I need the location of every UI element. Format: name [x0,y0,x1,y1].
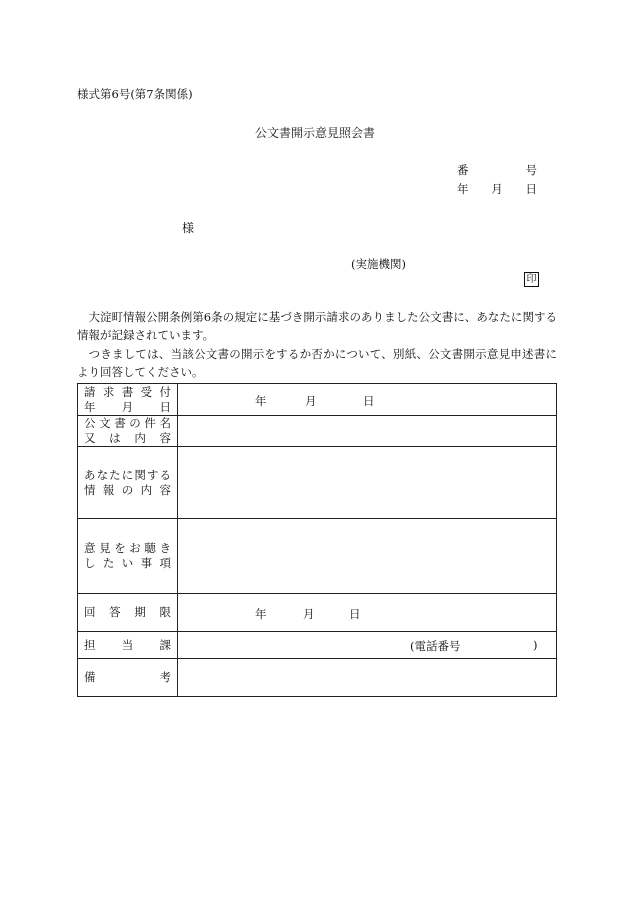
label-char: を [114,541,126,555]
label-char: 日 [159,399,171,414]
label-char: き [159,541,171,555]
label-char: に [121,467,134,482]
label-line [84,431,171,446]
label-char: 求 [102,384,115,399]
label-char: た [102,556,115,570]
label-line [84,483,171,498]
inquiry-table [77,383,557,697]
receipt-month: 月 [305,394,317,408]
label-line [84,541,171,556]
receipt-date-cell[interactable] [178,384,557,416]
label-char: の [129,416,141,430]
date-month: 月 [491,182,503,196]
remarks-cell[interactable] [178,659,557,697]
document-title: 公文書開示意見照会書 [254,126,375,140]
label-char: 公 [84,416,96,430]
label-char: 報 [102,482,115,497]
label-line [84,605,171,620]
label-char: 答 [109,605,121,619]
deadline-month: 月 [303,607,315,621]
label-char: お [129,541,141,555]
label-char: い [121,556,134,570]
label-char: あ [84,467,96,482]
addressee-suffix: 様 [182,221,195,235]
number-go: 号 [525,163,537,177]
seal-mark: 印 [524,272,539,287]
label-char: の [121,482,134,497]
label-char: 年 [84,399,96,414]
table-row [78,659,557,697]
table-row [78,632,557,659]
paragraph-2: つきましては、当該公文書の開示をするか否かについて、別紙、公文書開示意見申述書により回答してください。 [77,347,557,379]
deadline-cell[interactable] [178,594,557,632]
label-char: 書 [121,384,134,399]
phone-open: (電話番号 [410,639,461,653]
row-label-dept [78,632,178,659]
label-char: 件 [144,416,156,430]
paragraph-1: 大淀町情報公開条例第6条の規定に基づき開示請求のありました公文書に、あなたに関する情報が記録されています。 [77,310,557,342]
label-line [84,670,171,685]
row-label-deadline [78,594,178,632]
label-char: 課 [159,637,171,652]
table-row [78,447,557,519]
label-char: る [159,467,171,482]
opinion-cell[interactable] [178,519,557,594]
label-char: 意 [84,541,96,555]
label-char: 付 [159,384,171,399]
label-char: 容 [159,482,171,497]
label-char: 受 [140,384,153,399]
row-label-subject [78,416,178,447]
label-char: 月 [121,399,134,414]
table-row [78,519,557,594]
phone-close: ) [533,638,538,652]
receipt-date [255,393,375,409]
label-char: な [96,467,109,482]
organization-label: (実施機関) [351,257,406,271]
info-cell[interactable] [178,447,557,519]
label-char: 考 [159,670,171,684]
label-char: 聴 [144,541,156,555]
label-char: 情 [84,482,96,497]
date-line [457,181,537,197]
subject-cell[interactable] [178,416,557,447]
table-row [78,384,557,416]
label-char: 期 [134,605,146,619]
number-line [457,162,537,178]
table-row [78,416,557,447]
row-label-receipt [78,384,178,416]
label-char: 内 [140,482,153,497]
label-char: 項 [159,556,171,570]
label-char: す [146,467,159,482]
label-char: 担 [84,637,96,652]
label-line [84,468,171,483]
form-id: 様式第6号(第7条関係) [77,87,193,101]
row-label-remarks [78,659,178,697]
label-line [84,416,171,431]
label-char: た [109,467,121,482]
label-char: 請 [84,384,96,399]
label-char: 回 [84,605,96,619]
label-char: 又 [84,431,96,445]
label-char: 文 [99,416,111,430]
label-line [84,638,171,653]
label-char: 名 [159,416,171,430]
label-char: 事 [140,556,153,570]
deadline-date [255,606,361,622]
label-char: し [84,556,96,570]
number-ban: 番 [457,163,469,177]
receipt-day: 日 [363,394,375,408]
row-label-info [78,447,178,519]
label-char: 限 [159,605,171,619]
label-char: 関 [134,467,146,482]
label-char: 書 [114,416,126,430]
table-row [78,594,557,632]
label-char: 備 [84,670,96,684]
label-line [84,400,171,415]
label-char: 当 [121,637,134,652]
label-char: 内 [134,431,146,445]
date-day: 日 [525,182,537,196]
label-char: は [109,431,121,445]
receipt-year: 年 [255,394,267,408]
label-line [84,385,171,400]
label-char: 見 [99,541,111,555]
deadline-day: 日 [349,607,361,621]
label-char: 容 [159,431,171,445]
dept-cell[interactable] [178,632,557,659]
date-year: 年 [457,182,469,196]
deadline-year: 年 [255,607,267,621]
row-label-opinion [78,519,178,594]
label-line [84,556,171,571]
